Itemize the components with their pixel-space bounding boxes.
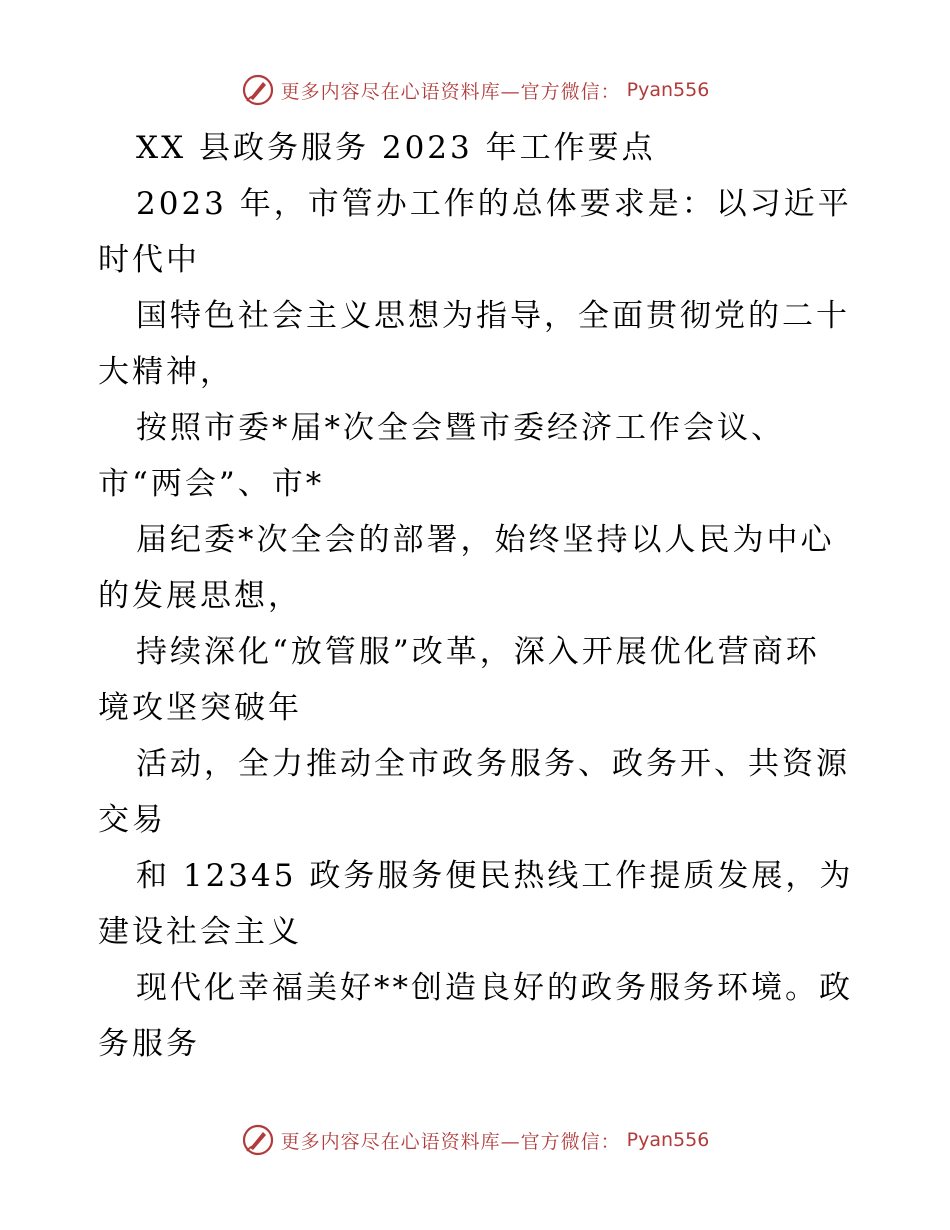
text-line: 务服务 bbox=[98, 1026, 200, 1062]
quill-pen-logo-icon bbox=[241, 1123, 275, 1157]
text-line: 和 12345 政务服务便民热线工作提质发展，为 bbox=[136, 858, 854, 894]
text-line: 境攻坚突破年 bbox=[98, 690, 302, 726]
banner-wechat-id: Pyan556 bbox=[626, 1129, 710, 1151]
text-line: 现代化幸福美好**创造良好的政务服务环境。政 bbox=[136, 970, 853, 1006]
text-line: 大精神， bbox=[98, 354, 234, 390]
text-line: 市“两会”、市* bbox=[98, 466, 325, 502]
text-line: 持续深化“放管服”改革，深入开展优化营商环 bbox=[136, 634, 820, 670]
footer-banner bbox=[0, 1120, 950, 1160]
text-line: 届纪委*次全会的部署，始终坚持以人民为中心 bbox=[136, 522, 835, 558]
text-line: 活动，全力推动全市政务服务、政务开、共资源 bbox=[136, 746, 850, 782]
text-line: 按照市委*届*次全会暨市委经济工作会议、 bbox=[136, 410, 785, 446]
document-body bbox=[98, 120, 858, 1072]
text-line: 的发展思想， bbox=[98, 578, 302, 614]
document-title: XX 县政务服务 2023 年工作要点 bbox=[136, 130, 656, 166]
text-line: 2023 年，市管办工作的总体要求是：以习近平 bbox=[136, 186, 852, 222]
header-banner bbox=[0, 70, 950, 110]
text-line: 交易 bbox=[98, 802, 166, 838]
banner-text: 更多内容尽在心语资料库—官方微信： bbox=[280, 80, 621, 103]
banner-wechat-id: Pyan556 bbox=[626, 79, 710, 101]
text-line: 国特色社会主义思想为指导，全面贯彻党的二十 bbox=[136, 298, 850, 334]
banner-text: 更多内容尽在心语资料库—官方微信： bbox=[280, 1130, 621, 1153]
quill-pen-logo-icon bbox=[241, 73, 275, 107]
text-line: 时代中 bbox=[98, 242, 200, 278]
text-line: 建设社会主义 bbox=[98, 914, 302, 950]
